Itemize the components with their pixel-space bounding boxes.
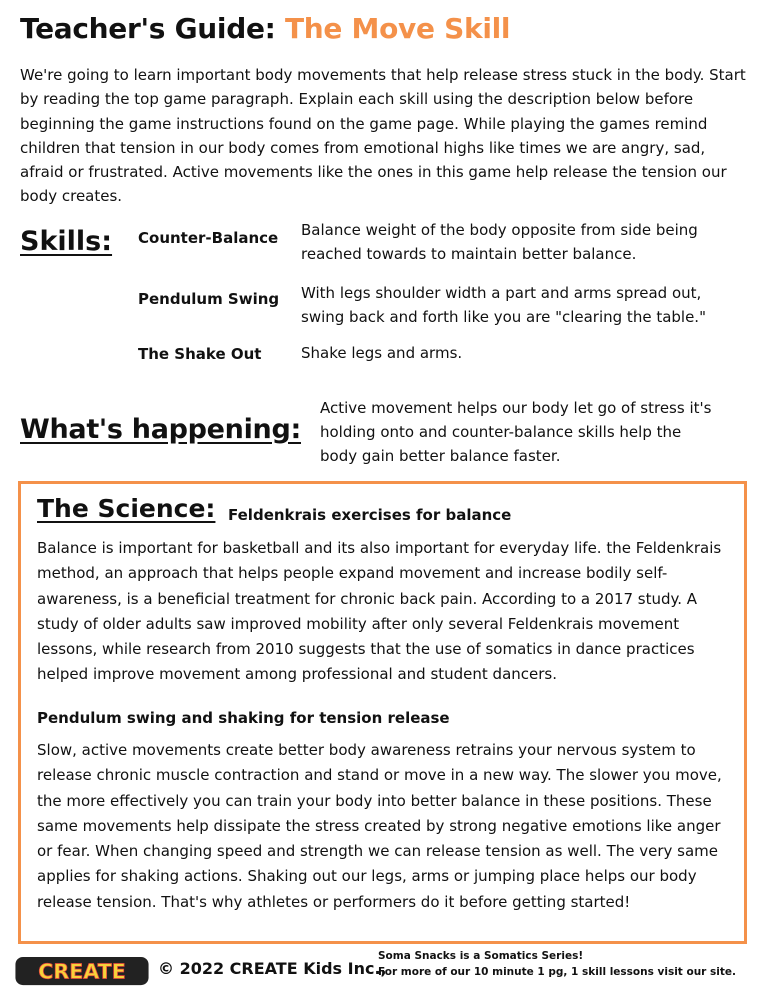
skill-desc-pendulum-swing: With legs shoulder width a part and arms spread out, swing back and forth like you are "clearing the table." xyxy=(301,284,706,326)
footer-note-line1: Soma Snacks is a Somatics Series! xyxy=(378,950,584,962)
footer-copyright: © 2022 CREATE Kids Inc., xyxy=(158,959,387,978)
pendulum-paragraph: Slow, active movements create better body awareness retrains your nervous system to release chronic muscle contraction and stand or move in a new way. The slower you move, the more effectively you can train your body into better balance in these positions. These same movements help dissipate the stress created by strong negative emotions like anger or fear. When changing speed and strength we can release tension as well. The very same applies for shaking actions. Shaking out our legs, arms or jumping place helps our body release tension. That's why athletes or performers do it before getting started! xyxy=(37,741,722,911)
footer-note xyxy=(378,948,736,980)
title-accent: The Move Skill xyxy=(284,12,511,45)
intro-paragraph: We're going to learn important body movements that help release stress stuck in the body. Start by reading the top game paragraph. Explain each skill using the description below before beginning the game instructions found on the game page. While playing the games remind children that tension in our body comes from emotional highs like times we are angry, sad, afraid or frustrated. Active movements like the ones in this game help release the tension our body creates. xyxy=(20,66,746,206)
skill-name-pendulum-swing: Pendulum Swing xyxy=(138,290,280,308)
science-heading: The Science: xyxy=(37,494,216,523)
footer-note-line2: For more of our 10 minute 1 pg, 1 skill lessons visit our site. xyxy=(378,966,736,978)
science-paragraph: Balance is important for basketball and its also important for everyday life. the Feldenkrais method, an approach that helps people expand movement and increase bodily self-awareness, is a beneficial treatment for chronic back pain. According to a 2017 study. A study of older adults saw improved mobility after only several Feldenkrais movement lessons, while research from 2010 suggests that the use of somatics in dance practices helped improve movement among professional and student dancers. xyxy=(37,539,722,684)
whats-happening-heading: What's happening: xyxy=(20,414,301,445)
skills-heading: Skills: xyxy=(20,226,113,257)
create-logo xyxy=(10,956,154,986)
page-title xyxy=(20,12,510,45)
pendulum-heading: Pendulum swing and shaking for tension release xyxy=(37,709,450,727)
skill-desc-counter-balance: Balance weight of the body opposite from side being reached towards to maintain better balance. xyxy=(301,221,698,263)
whats-happening-text: Active movement helps our body let go of stress it's holding onto and counter-balance skills help the body gain better balance faster. xyxy=(320,399,712,465)
skill-name-shake-out: The Shake Out xyxy=(138,345,262,363)
logo-text: CREATE xyxy=(38,959,126,984)
skill-desc-shake-out: Shake legs and arms. xyxy=(301,344,463,362)
title-prefix: Teacher's Guide: xyxy=(20,12,276,45)
skill-name-counter-balance: Counter-Balance xyxy=(138,229,279,247)
science-subheading: Feldenkrais exercises for balance xyxy=(228,506,512,524)
